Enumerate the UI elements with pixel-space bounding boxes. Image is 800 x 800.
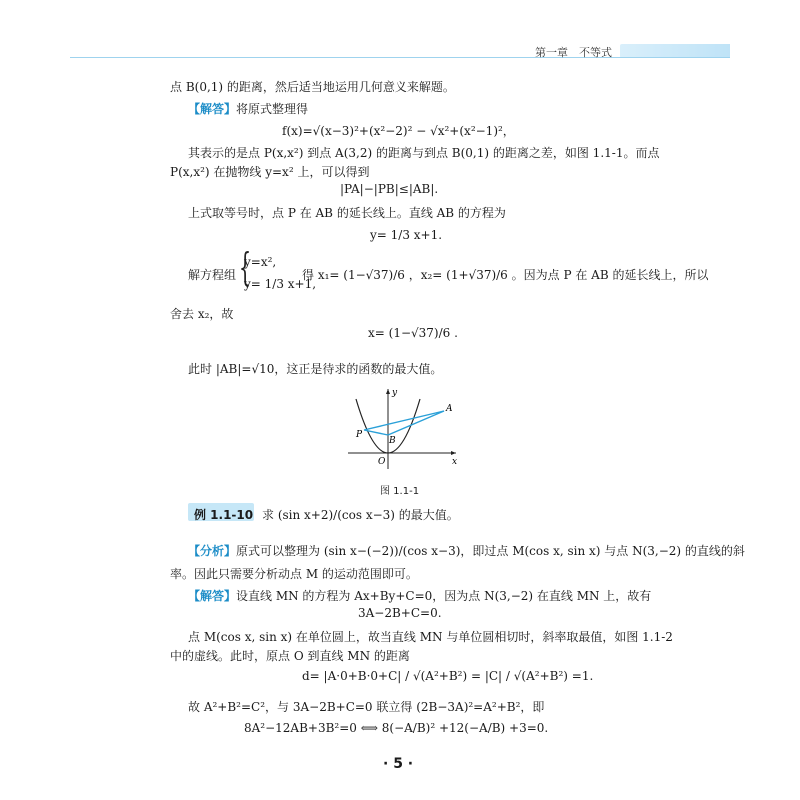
text-line-5: 上式取等号时，点 P 在 AB 的延长线上。直线 AB 的方程为 xyxy=(188,206,506,220)
equation-3a: 3A−2B+C=0. xyxy=(358,606,442,620)
segment-pa xyxy=(364,411,444,430)
analysis-line xyxy=(188,542,745,559)
text-line-13: 中的虚线。此时，原点 O 到直线 MN 的距离 xyxy=(170,649,410,663)
text-line-3: 其表示的是点 P(x,x²) 到点 A(3,2) 的距离与到点 B(0,1) 的距离之差，如图 1.1-1。而点 xyxy=(188,146,660,160)
answer-tag: 【解答】 xyxy=(188,102,237,116)
page-number: · 5 · xyxy=(383,756,414,772)
figure-caption: 图 1.1-1 xyxy=(380,486,420,497)
text-line-6: 得 x₁= (1−√37)/6 ，x₂= (1+√37)/6 。因为点 P 在 AB 的延长线上，所以 xyxy=(302,268,709,282)
text-line-8: 此时 |AB|=√10，这正是待求的函数的最大值。 xyxy=(188,362,443,376)
answer-text: 将原式整理得 xyxy=(236,102,309,116)
label-y: y xyxy=(392,388,398,398)
label-b: B xyxy=(389,436,396,446)
label-p: P xyxy=(356,430,363,440)
equation-line-ab: y= 1/3 x+1. xyxy=(370,228,443,242)
answer2-text: 设直线 MN 的方程为 Ax+By+C=0，因为点 N(3,−2) 在直线 MN 上，故有 xyxy=(236,589,652,603)
system-eq-2: y= 1/3 x+1, xyxy=(244,277,317,291)
text-line-7: 舍去 x₂，故 xyxy=(170,307,234,321)
segment-pb xyxy=(364,430,388,435)
text-line-1: 点 B(0,1) 的距离，然后适当地运用几何意义来解题。 xyxy=(170,80,455,94)
equation-f: f(x)=√(x−3)²+(x²−2)² − √x²+(x²−1)²， xyxy=(282,124,515,138)
system-eq-1: y=x², xyxy=(244,255,277,269)
y-axis-arrow xyxy=(386,389,390,394)
label-a: A xyxy=(446,404,453,414)
label-origin: O xyxy=(378,457,386,467)
text-line-10: 率。因此只需要分析动点 M 的运动范围即可。 xyxy=(170,567,418,581)
figure-1-1-1 xyxy=(340,385,460,470)
header-band xyxy=(620,44,730,58)
text-line-14: 故 A²+B²=C²，与 3A−2B+C=0 联立得 (2B−3A)²=A²+B²，即 xyxy=(188,700,545,714)
equation-quadratic: 8A²−12AB+3B²=0 ⟺ 8(−A/B)² +12(−A/B) +3=0. xyxy=(244,721,549,735)
text-line-12: 点 M(cos x, sin x) 在单位圆上，故当直线 MN 与单位圆相切时，斜率取最值，如图 1.1-2 xyxy=(188,630,673,644)
equation-x: x= (1−√37)/6 . xyxy=(368,326,458,340)
equation-inequality: |PA|−|PB|≤|AB|. xyxy=(340,182,439,196)
example-label: 例 1.1-10 xyxy=(194,508,254,522)
header-rule xyxy=(70,57,730,58)
label-x: x xyxy=(452,457,458,467)
answer2-tag: 【解答】 xyxy=(188,589,237,603)
text-line-4: P(x,x²) 在抛物线 y=x² 上，可以得到 xyxy=(170,165,370,179)
answer2-line xyxy=(188,587,651,604)
chapter-header: 第一章 不等式 xyxy=(535,46,612,59)
example-text: 求 (sin x+2)/(cos x−3) 的最大值。 xyxy=(262,508,459,522)
text-solve-system: 解方程组 xyxy=(188,268,237,282)
equation-distance: d= |A·0+B·0+C| / √(A²+B²) = |C| / √(A²+B²) =1. xyxy=(302,669,594,683)
answer-line xyxy=(188,100,308,117)
analysis-text: 原式可以整理为 (sin x−(−2))/(cos x−3)，即过点 M(cos x, sin x) 与点 N(3,−2) 的直线的斜 xyxy=(236,544,745,558)
x-axis-arrow xyxy=(451,451,456,455)
analysis-tag: 【分析】 xyxy=(188,544,237,558)
system-brace: { xyxy=(239,245,252,289)
